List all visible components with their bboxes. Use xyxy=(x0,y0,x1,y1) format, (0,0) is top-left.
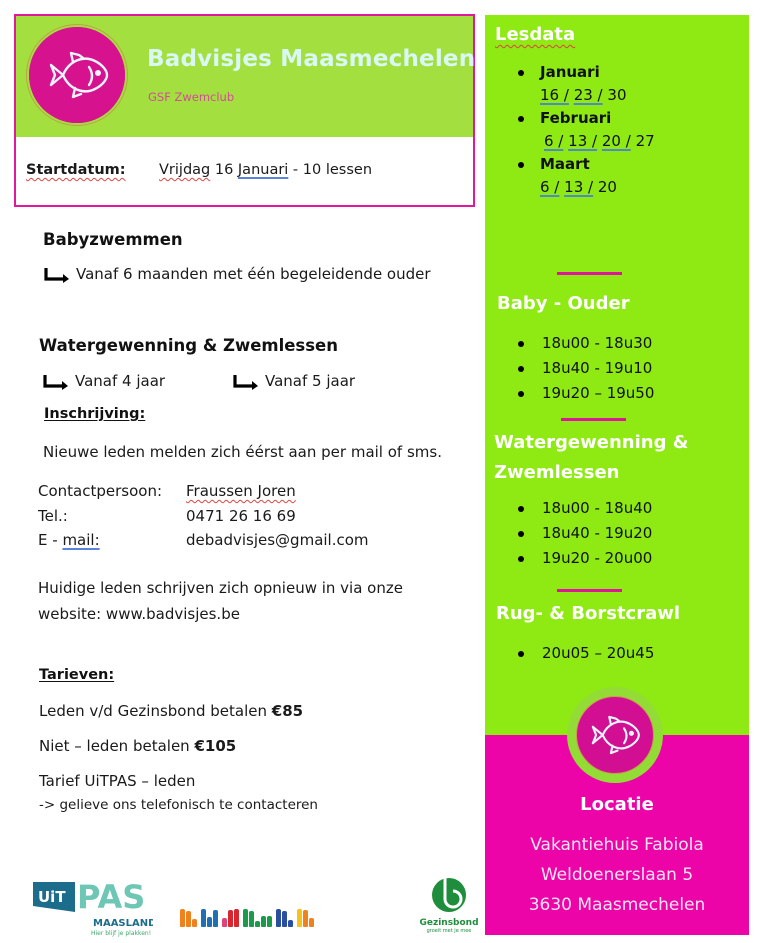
lesson-date: 13 / xyxy=(568,132,598,150)
club-subtitle: GSF Zwemclub xyxy=(148,90,235,104)
start-date-label: Startdatum: xyxy=(26,162,126,178)
location-logo-inner xyxy=(576,696,654,774)
gezinsbond-logo xyxy=(418,873,480,941)
watergewenning-heading: Watergewenning & Zwemlessen xyxy=(39,336,338,355)
watergewenning-text-2: Vanaf 5 jaar xyxy=(265,372,356,390)
month-name: Maart xyxy=(540,153,617,176)
header-card xyxy=(14,14,475,207)
tarief-uitpas-note: -> gelieve ons telefonisch te contacteren xyxy=(39,797,318,813)
email-label-link[interactable]: mail: xyxy=(62,531,100,549)
time-slot: 20u05 – 20u45 xyxy=(516,641,654,666)
section-divider xyxy=(557,272,622,275)
lesson-date: 30 xyxy=(607,86,627,104)
uitpas-uit-text: UiT xyxy=(38,888,66,906)
crawl-heading: Rug- & Borstcrawl xyxy=(496,603,681,624)
tarief-non-members xyxy=(39,737,236,755)
tarief-members-price: €85 xyxy=(271,702,304,720)
start-date-row xyxy=(26,162,373,178)
baby-ouder-heading: Baby - Ouder xyxy=(497,293,630,314)
family-figure-red xyxy=(222,909,239,927)
baby-ouder-times xyxy=(516,331,654,406)
club-title: Badvisjes Maasmechelen xyxy=(147,46,476,72)
lesson-date: 20 / xyxy=(601,132,631,150)
start-month: Januari xyxy=(237,162,289,178)
contact-row xyxy=(38,479,296,504)
start-lessons: - 10 lessen xyxy=(288,162,373,178)
start-date-value xyxy=(159,162,372,178)
tel-value: 0471 26 16 69 xyxy=(186,506,296,525)
families-graphic xyxy=(180,905,314,927)
time-slot: 19u20 – 19u50 xyxy=(516,381,654,406)
tarief-members xyxy=(39,702,303,720)
lesson-date: 20 xyxy=(597,178,617,196)
club-logo xyxy=(29,27,125,123)
gezinsbond-tagline: groeit met je mee xyxy=(426,928,472,934)
uitpas-logo-graphic xyxy=(33,880,153,940)
babyzwemmen-text: Vanaf 6 maanden met één begeleidende ouder xyxy=(76,265,431,283)
contact-details xyxy=(38,479,369,553)
month-dates xyxy=(540,176,617,199)
location-logo xyxy=(567,687,663,783)
email-label-prefix: E - xyxy=(38,531,63,549)
tarief-members-text: Leden v/d Gezinsbond betalen xyxy=(39,702,272,720)
lesdata-heading: Lesdata xyxy=(495,24,576,45)
tarieven-heading: Tarieven: xyxy=(39,667,115,683)
time-slot: 18u40 - 19u20 xyxy=(516,521,652,546)
tel-row xyxy=(38,504,296,529)
time-slot: 18u00 - 18u30 xyxy=(516,331,654,356)
month-dates xyxy=(540,84,627,107)
start-weekday: Vrijdag xyxy=(159,162,211,178)
month-dates xyxy=(540,130,655,153)
uitpas-pas-text: PAS xyxy=(77,880,146,916)
time-slot: 19u20 - 20u00 xyxy=(516,546,652,571)
watergewenning-text-1: Vanaf 4 jaar xyxy=(75,372,166,390)
watergewenning-times xyxy=(516,496,652,571)
lesson-date: 13 / xyxy=(564,178,594,196)
arrow-turn-right-icon xyxy=(43,374,69,390)
location-venue: Vakantiehuis Fabiola xyxy=(530,835,704,855)
section-divider xyxy=(561,418,626,421)
crawl-times xyxy=(516,641,654,666)
location-heading: Locatie xyxy=(580,794,654,815)
fish-icon xyxy=(47,47,109,103)
tel-label: Tel.: xyxy=(38,506,68,525)
inschrijving-intro: Nieuwe leden melden zich éérst aan per mail of sms. xyxy=(43,443,442,461)
renew-line-1: Huidige leden schrijven zich opnieuw in via onze xyxy=(38,579,403,597)
uitpas-logo xyxy=(33,880,153,940)
lesson-date: 6 / xyxy=(540,178,560,196)
lesson-date: 23 / xyxy=(573,86,603,104)
time-slot: 18u00 - 18u40 xyxy=(516,496,652,521)
time-slot: 18u40 - 19u10 xyxy=(516,356,654,381)
tarief-non-members-price: €105 xyxy=(194,737,237,755)
start-day: 16 xyxy=(214,162,234,178)
family-figure-navy xyxy=(276,909,293,927)
watergewenning-item-1 xyxy=(43,372,165,390)
email-value[interactable]: debadvisjes@gmail.com xyxy=(186,531,369,549)
fish-icon xyxy=(589,712,641,758)
renew-line-2[interactable]: website: www.badvisjes.be xyxy=(38,605,240,623)
header-banner xyxy=(16,16,476,137)
babyzwemmen-heading: Babyzwemmen xyxy=(43,230,183,249)
contact-value: Fraussen Joren xyxy=(186,482,296,500)
lesson-date: 27 xyxy=(635,132,655,150)
contact-label: Contactpersoon: xyxy=(38,482,163,500)
month-januari xyxy=(540,61,627,107)
gezinsbond-name: Gezinsbond xyxy=(419,918,479,928)
watergewenning-item-2 xyxy=(233,372,355,390)
family-figure-blue xyxy=(201,909,218,927)
uitpas-slogan-text: Hier blijf je plakken! xyxy=(91,930,152,937)
heading-line: Watergewenning & xyxy=(494,432,689,453)
heading-line: Zwemlessen xyxy=(494,462,620,483)
month-maart xyxy=(540,153,617,199)
watergewenning-sidebar-heading xyxy=(494,428,688,488)
inschrijving-heading: Inschrijving: xyxy=(44,406,146,422)
arrow-turn-right-icon xyxy=(233,374,259,390)
babyzwemmen-item xyxy=(44,265,431,283)
email-row xyxy=(38,528,369,553)
location-street: Weldoenerslaan 5 xyxy=(540,865,694,885)
month-name: Februari xyxy=(540,107,655,130)
section-divider xyxy=(557,589,622,592)
lesson-date: 16 / xyxy=(540,86,569,104)
lesson-date: 6 / xyxy=(544,132,564,150)
month-name: Januari xyxy=(540,61,627,84)
family-figure-orange xyxy=(180,909,197,927)
family-figure-green xyxy=(243,909,272,927)
family-figure-yellow xyxy=(297,909,314,927)
arrow-turn-right-icon xyxy=(44,267,70,283)
tarief-uitpas: Tarief UiTPAS – leden xyxy=(39,772,196,790)
uitpas-region-text: MAASLAND xyxy=(93,918,153,929)
tarief-non-members-text: Niet – leden betalen xyxy=(39,737,195,755)
location-city: 3630 Maasmechelen xyxy=(528,895,706,915)
gezinsbond-emblem xyxy=(429,873,469,913)
month-februari xyxy=(540,107,655,153)
